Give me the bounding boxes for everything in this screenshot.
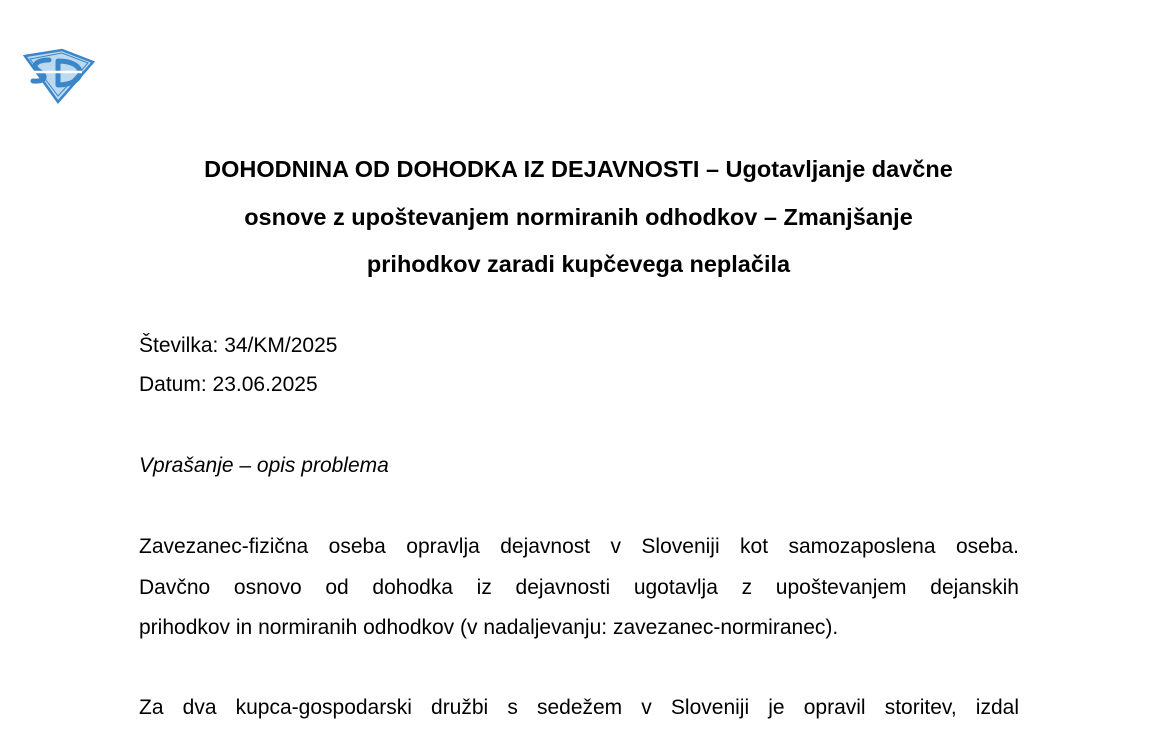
paragraph-line: Za dva kupca-gospodarski družbi s sedežem v Sloveniji je opravil storitev, izdal <box>139 696 1019 719</box>
document-date: Datum: 23.06.2025 <box>139 373 318 396</box>
section-heading: Vprašanje – opis problema <box>139 454 389 477</box>
logo <box>22 48 96 104</box>
paragraph-line: prihodkov in normiranih odhodkov (v nadaljevanju: zavezanec-normiranec). <box>139 616 839 639</box>
paragraph-1 <box>139 527 1019 649</box>
document-number: Številka: 34/KM/2025 <box>139 334 338 357</box>
title-line: DOHODNINA OD DOHODKA IZ DEJAVNOSTI – Ugotavljanje davčne <box>204 156 953 182</box>
paragraph-line: Davčno osnovo od dohodka iz dejavnosti ugotavlja z upoštevanjem dejanskih <box>139 575 1019 599</box>
paragraph-2 <box>139 688 1019 729</box>
title-line: prihodkov zaradi kupčevega neplačila <box>366 251 791 277</box>
sd-logo-icon <box>22 48 96 104</box>
title-line: osnove z upoštevanjem normiranih odhodkov – Zmanjšanje <box>244 203 913 230</box>
paragraph-line: Zavezanec-fizična oseba opravlja dejavnost v Sloveniji kot samozaposlena oseba. <box>139 535 1019 558</box>
document-title <box>120 146 1037 289</box>
